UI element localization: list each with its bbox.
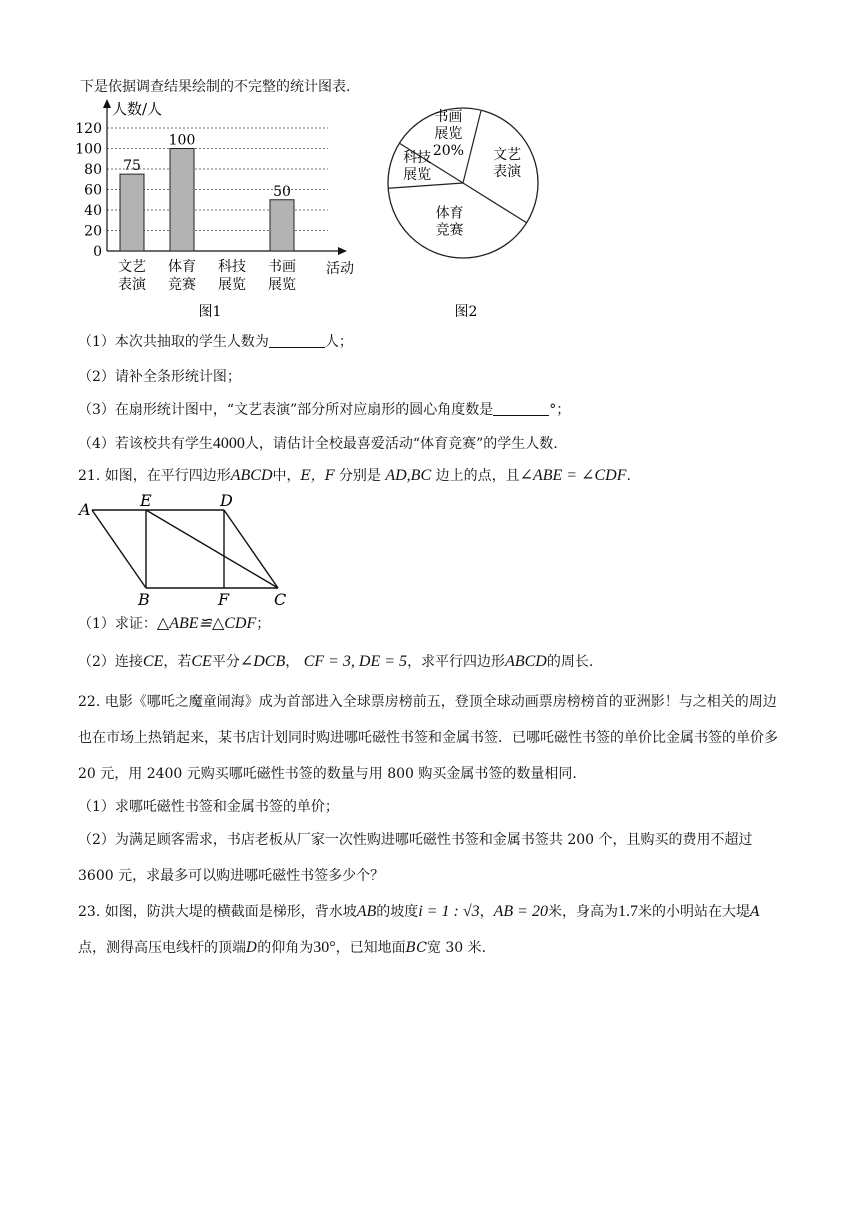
category-label: 体育 <box>168 259 196 275</box>
q21-angle: ∠ABE = ∠CDF <box>519 467 627 484</box>
point-b-label: B <box>138 590 150 608</box>
x-axis-title: 活动 <box>326 261 354 277</box>
bar <box>120 174 144 251</box>
q23-angle: 30° <box>313 939 336 956</box>
q21-stem-d: 边上的点，且 <box>435 468 520 484</box>
y-tick-label: 20 <box>84 223 102 240</box>
x-axis-arrow <box>338 247 347 255</box>
intro-text: 下是依据调查结果绘制的不完整的统计图表. <box>80 79 351 95</box>
point-f-label: F <box>218 590 230 608</box>
q23-bc: BC <box>405 940 427 956</box>
y-tick-label: 120 <box>75 121 102 137</box>
q23-ab-length: AB = 20 <box>493 903 548 920</box>
q23-point-d: D <box>246 940 258 956</box>
q20-part3-end: °； <box>549 402 571 418</box>
bar-value-label: 50 <box>273 183 291 200</box>
category-label: 文艺 <box>118 259 146 275</box>
q21-ef: E，F <box>300 468 335 484</box>
category-label: 科技 <box>218 259 246 275</box>
q21-part2-f: 的周长. <box>546 654 594 670</box>
figure-1-caption: 图1 <box>198 304 222 320</box>
q22-part1: （1）求哪吒磁性书签和金属书签的单价； <box>78 799 339 815</box>
pie-slice-label: 展览 <box>403 167 432 184</box>
q20-part1 <box>78 332 353 352</box>
segment-ab <box>92 510 146 588</box>
category-label: 竞赛 <box>168 277 196 293</box>
pie-slice-label: 科技 <box>403 150 432 167</box>
q21-stem-a: 21. 如图，在平行四边形 <box>78 468 231 484</box>
q23-ab: AB <box>356 903 377 920</box>
category-label: 表演 <box>118 277 146 293</box>
q23-h2: ，已知地面 <box>335 940 406 956</box>
q23-i: 宽 30 米. <box>426 940 487 956</box>
q21-part1-b: ； <box>256 616 271 632</box>
y-tick-label: 60 <box>84 182 102 199</box>
q23-b: 的坡度 <box>376 904 419 920</box>
point-d-label: D <box>220 492 233 510</box>
q21-condition: CF = 3, DE = 5 <box>303 653 408 670</box>
q20-part4-text-b: 人，请估计全校最喜爱活动“体育竞赛”的学生人数. <box>244 436 558 452</box>
q23-height: 1.7 <box>617 903 638 920</box>
q23-e: 米的小明站在大堤 <box>637 904 750 920</box>
q20-part3 <box>78 400 570 420</box>
pie-slice-edge <box>388 183 463 188</box>
segment-dc <box>224 510 278 588</box>
pie-slice-label: 竞赛 <box>435 222 464 239</box>
pie-slice-label: 20% <box>432 142 464 159</box>
q21-ce2: CE <box>191 653 212 670</box>
q21-part2-a: （2）连接 <box>78 654 143 670</box>
bar-chart <box>70 96 370 324</box>
pie-slice-label: 文艺 <box>493 146 522 163</box>
category-label: 书画 <box>268 259 296 275</box>
q23-d: 米，身高为 <box>547 904 618 920</box>
q21-part1-a: （1）求证： <box>78 616 157 632</box>
point-a-label: A <box>79 500 91 519</box>
q21-congruence: △ABE≌△CDF <box>156 615 257 632</box>
q21-stem-e: . <box>626 468 631 484</box>
category-label: 展览 <box>268 277 296 293</box>
q23-f: 点，测得高压电线杆的顶端 <box>78 940 246 956</box>
bar <box>270 200 294 251</box>
segment-ec <box>146 510 278 588</box>
q21-part2-b: ，若 <box>163 654 192 670</box>
pie-chart <box>380 100 560 322</box>
pie-slice-edge <box>463 110 481 183</box>
q20-part1-text: （1）本次共抽取的学生人数为 <box>78 334 269 350</box>
q21-adbc: AD,BC <box>385 467 432 484</box>
pie-slice-label: 体育 <box>435 205 464 222</box>
bar-value-label: 100 <box>168 132 196 149</box>
q22-stem: 22. 电影《哪吒之魔童闹海》成为首部进入全球票房榜前五，登顶全球动画票房榜榜首的亚洲影！与之相关的周边也在市场上热销起来，某书店计划同时购进哪吒磁性书签和金属书签．已哪吒磁性书签的单价比金属书签的单价多 20 元，用 2400 元购买哪吒磁性书签的数量与用 800 购买金属书签的数量相同. <box>78 694 778 782</box>
q21-part2-d: ， <box>285 654 300 670</box>
point-c-label: C <box>274 590 287 608</box>
q21-part2 <box>78 652 593 672</box>
q23-a: 23. 如图，防洪大堤的横截面是梯形，背水坡 <box>78 904 357 920</box>
q21-abcd: ABCD <box>230 467 273 484</box>
pie-slice-label: 表演 <box>493 163 522 180</box>
student-count: 4000 <box>212 435 245 452</box>
q22-part2: （2）为满足顾客需求，书店老板从厂家一次性购进哪吒磁性书签和金属书签共 200 个，且购买的费用不超过 3600 元，求最多可以购进哪吒磁性书签多少个？ <box>78 832 753 884</box>
point-e-label: E <box>140 492 152 510</box>
pie-slice-edge <box>463 183 527 223</box>
q23-slope: i = 1 : √3 <box>418 903 480 920</box>
y-tick-label: 80 <box>84 162 102 178</box>
q23-stem <box>78 894 784 966</box>
pie-slice-label: 书画 <box>434 108 463 125</box>
y-tick-label: 40 <box>84 203 102 219</box>
q21-ce: CE <box>142 653 164 670</box>
bar-value-label: 75 <box>123 158 141 175</box>
q21-abcd2: ABCD <box>505 653 547 670</box>
y-tick-label: 100 <box>75 141 102 158</box>
q21-stem-c: 分别是 <box>338 468 381 484</box>
q20-part2: （2）请补全条形统计图； <box>78 369 241 385</box>
q21-stem-b: 中， <box>272 468 301 484</box>
q23-c: ， <box>479 904 494 920</box>
q21-part2-c: 平分 <box>211 654 240 670</box>
answer-blank[interactable] <box>493 401 549 416</box>
figure-2-caption: 图2 <box>454 304 478 320</box>
q20-part4 <box>78 434 558 454</box>
y-axis-title: 人数/人 <box>112 100 163 118</box>
q20-part1-end: 人； <box>324 334 353 350</box>
q21-part2-e: ，求平行四边形 <box>407 654 506 670</box>
q21-part1 <box>78 614 270 634</box>
q23-g: 的仰角为 <box>257 940 314 956</box>
y-axis-arrow <box>103 99 111 108</box>
q21-stem <box>78 466 631 486</box>
q20-part4-text-a: （4）若该校共有学生 <box>78 436 213 452</box>
bar <box>170 149 194 252</box>
pie-slice-label: 展览 <box>434 125 463 142</box>
q21-dcb: ∠DCB <box>239 653 286 670</box>
category-label: 展览 <box>218 277 246 293</box>
y-tick-label: 0 <box>93 244 102 260</box>
answer-blank[interactable] <box>269 333 325 348</box>
parallelogram-figure <box>76 492 296 608</box>
q20-part3-text: （3）在扇形统计图中，“文艺表演”部分所对应扇形的圆心角度数是 <box>78 402 494 418</box>
q23-point-a: A <box>749 904 761 920</box>
